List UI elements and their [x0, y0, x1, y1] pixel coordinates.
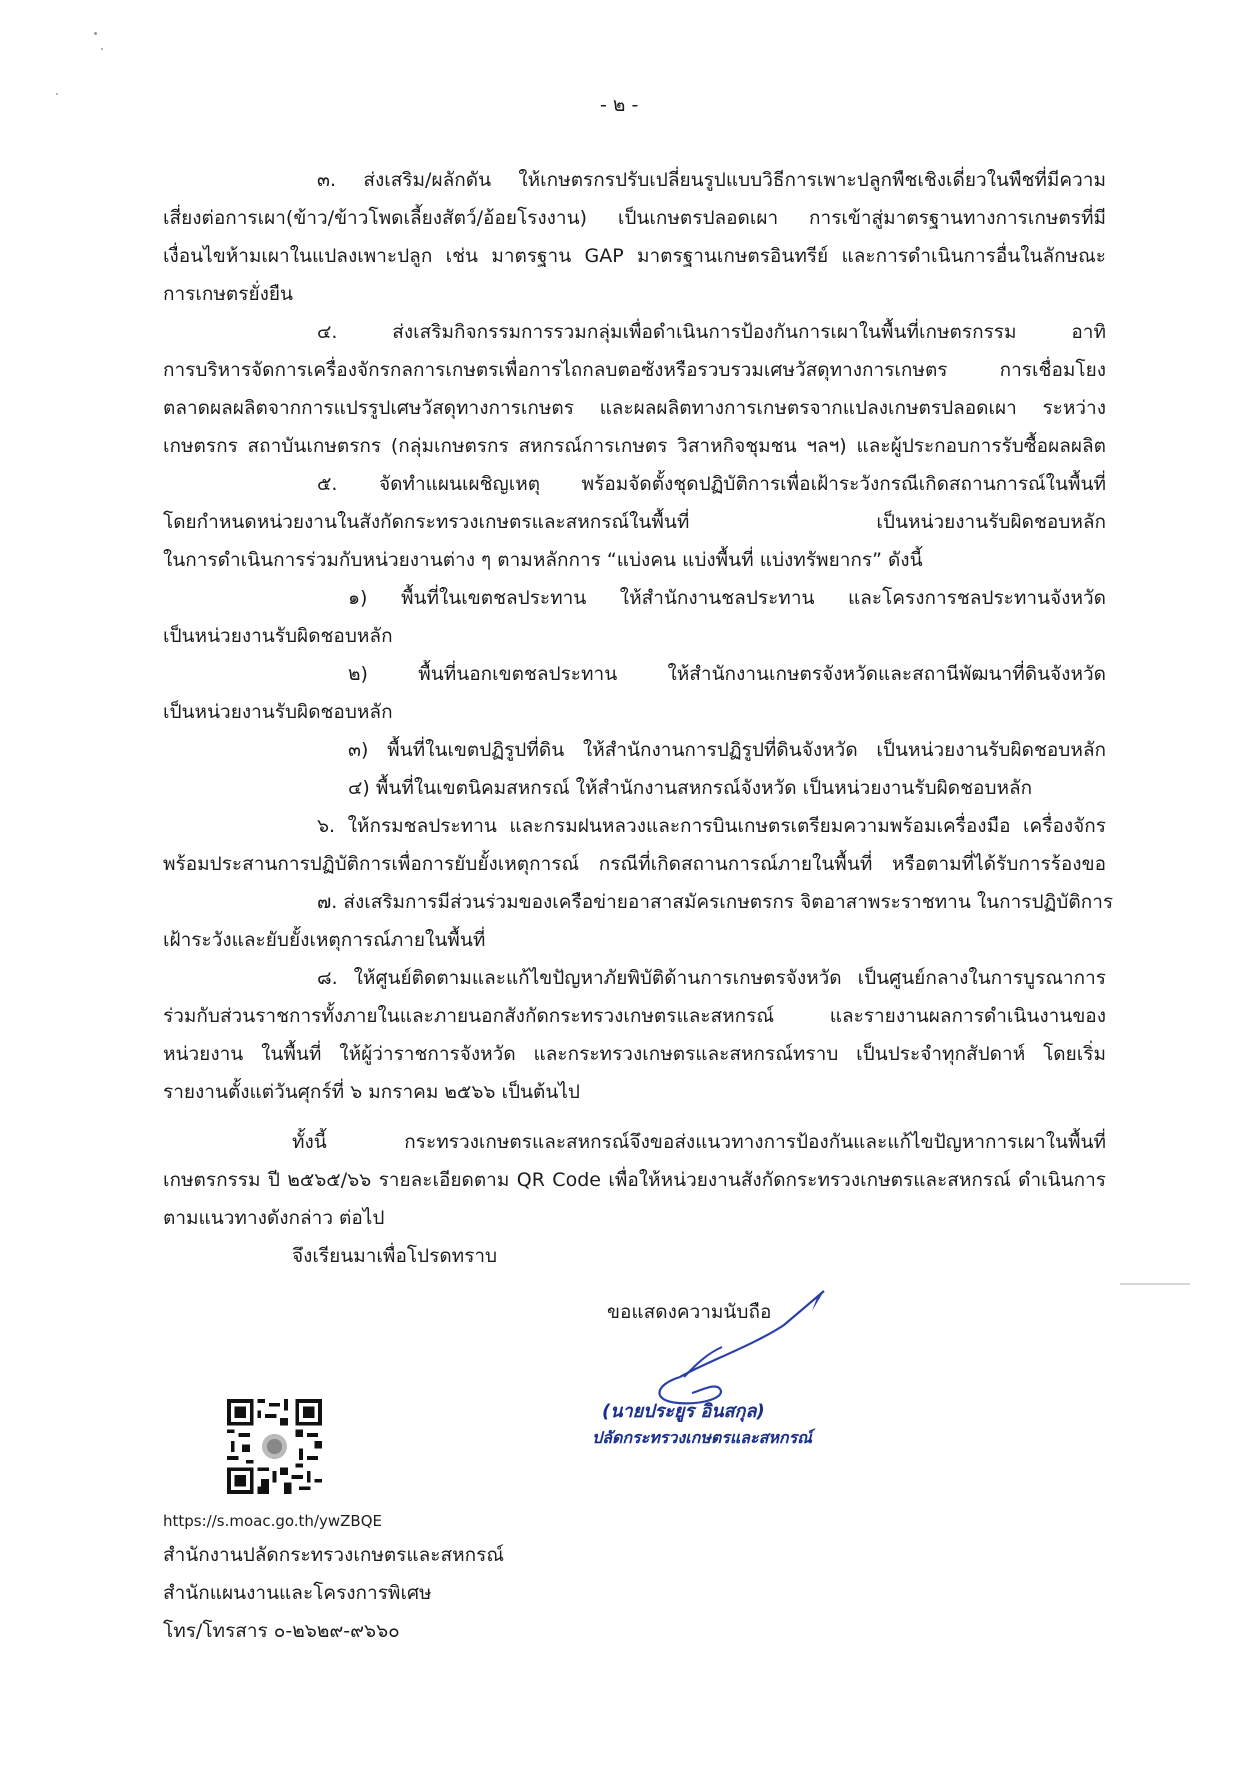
body-line: ๓. ส่งเสริม/ผลักดัน ให้เกษตรกรปรับเปลี่ยนรูปแบบวิธีการเพาะปลูกพืชเชิงเดี่ยวในพืชที่มีความ	[317, 169, 1106, 191]
signatory-name: (นายประยูร อินสกุล)	[602, 1401, 765, 1422]
body-line: ตลาดผลผลิตจากการแปรรูปเศษวัสดุทางการเกษตร และผลผลิตทางการเกษตรจากแปลงเกษตรปลอดเผา ระหว่าง	[163, 397, 1106, 419]
body-line: พร้อมประสานการปฏิบัติการเพื่อการยับยั้งเหตุการณ์ กรณีที่เกิดสถานการณ์ภายในพื้นที่ หรือตามที่ได้รับการร้องขอ	[163, 853, 1106, 875]
qr-url[interactable]: https://s.moac.go.th/ywZBQE	[163, 1512, 382, 1530]
body-line: ร่วมกับส่วนราชการทั้งภายในและภายนอกสังกัดกระทรวงเกษตรและสหกรณ์ และรายงานผลการดำเนินงานของ	[163, 1005, 1106, 1027]
body-line: ทั้งนี้ กระทรวงเกษตรและสหกรณ์จึงขอส่งแนวทางการป้องกันและแก้ไขปัญหาการเผาในพื้นที่	[292, 1131, 1106, 1153]
body-line: เกษตรกรรม ปี ๒๕๖๕/๖๖ รายละเอียดตาม QR Code เพื่อให้หน่วยงานสังกัดกระทรวงเกษตรและสหกรณ์ ดำเนินการ	[163, 1169, 1106, 1191]
footer-division: สำนักแผนงานและโครงการพิเศษ	[163, 1582, 432, 1604]
body-line: เฝ้าระวังและยับยั้งเหตุการณ์ภายในพื้นที่	[163, 929, 486, 951]
footer-phone: โทร/โทรสาร ๐-๒๖๒๙-๙๖๖๐	[163, 1620, 400, 1642]
closing-text: ขอแสดงความนับถือ	[607, 1301, 772, 1323]
body-line: การเกษตรยั่งยืน	[163, 283, 293, 305]
body-line: ๘. ให้ศูนย์ติดตามและแก้ไขปัญหาภัยพิบัติด้านการเกษตรจังหวัด เป็นศูนย์กลางในการบูรณาการ	[317, 967, 1106, 989]
body-line: หน่วยงาน ในพื้นที่ ให้ผู้ว่าราชการจังหวัด และกระทรวงเกษตรและสหกรณ์ทราบ เป็นประจำทุกสัปดาห์ โดยเริ่ม	[163, 1043, 1106, 1065]
body-line: ๖. ให้กรมชลประทาน และกรมฝนหลวงและการบินเกษตรเตรียมความพร้อมเครื่องมือ เครื่องจักร	[317, 815, 1106, 837]
body-line: ๔) พื้นที่ในเขตนิคมสหกรณ์ ให้สำนักงานสหกรณ์จังหวัด เป็นหน่วยงานรับผิดชอบหลัก	[348, 777, 1033, 799]
body-line: โดยกำหนดหน่วยงานในสังกัดกระทรวงเกษตรและสหกรณ์ในพื้นที่ เป็นหน่วยงานรับผิดชอบหลัก	[163, 511, 1106, 533]
page-number: - ๒ -	[600, 94, 639, 116]
qr-code-image[interactable]	[227, 1399, 322, 1494]
body-line: การบริหารจัดการเครื่องจักรกลการเกษตรเพื่อการไถกลบตอซังหรือรวบรวมเศษวัสดุทางการเกษตร การเชื่อมโยง	[163, 359, 1106, 381]
body-line: ๗. ส่งเสริมการมีส่วนร่วมของเครือข่ายอาสาสมัครเกษตรกร จิตอาสาพระราชทาน ในการปฏิบัติการ	[317, 891, 1114, 913]
salutation-line: จึงเรียนมาเพื่อโปรดทราบ	[292, 1245, 498, 1267]
body-line: ๒) พื้นที่นอกเขตชลประทาน ให้สำนักงานเกษตรจังหวัดและสถานีพัฒนาที่ดินจังหวัด	[348, 663, 1106, 685]
scan-mark	[1120, 1283, 1190, 1285]
footer-office: สำนักงานปลัดกระทรวงเกษตรและสหกรณ์	[163, 1544, 504, 1566]
body-line: เสี่ยงต่อการเผา(ข้าว/ข้าวโพดเลี้ยงสัตว์/อ้อยโรงงาน) เป็นเกษตรปลอดเผา การเข้าสู่มาตรฐานทางการเกษตรที่มี	[163, 207, 1106, 229]
signatory-title: ปลัดกระทรวงเกษตรและสหกรณ์	[592, 1428, 812, 1447]
body-line: เป็นหน่วยงานรับผิดชอบหลัก	[163, 625, 393, 647]
body-line: ในการดำเนินการร่วมกับหน่วยงานต่าง ๆ ตามหลักการ “แบ่งคน แบ่งพื้นที่ แบ่งทรัพยากร” ดังนี้	[163, 549, 923, 571]
scan-speck	[56, 93, 58, 95]
body-line: เกษตรกร สถาบันเกษตรกร (กลุ่มเกษตรกร สหกรณ์การเกษตร วิสาหกิจชุมชน ฯลฯ) และผู้ประกอบการรับซื้อผลผลิต	[163, 435, 1106, 457]
scan-speck	[101, 48, 103, 50]
body-line: ตามแนวทางดังกล่าว ต่อไป	[163, 1207, 385, 1229]
scan-speck	[94, 32, 97, 35]
body-line: ๔. ส่งเสริมกิจกรรมการรวมกลุ่มเพื่อดำเนินการป้องกันการเผาในพื้นที่เกษตรกรรม อาทิ	[317, 321, 1106, 343]
body-line: ๕. จัดทำแผนเผชิญเหตุ พร้อมจัดตั้งชุดปฏิบัติการเพื่อเฝ้าระวังกรณีเกิดสถานการณ์ในพื้นที่	[317, 473, 1106, 495]
body-line: ๓) พื้นที่ในเขตปฏิรูปที่ดิน ให้สำนักงานการปฏิรูปที่ดินจังหวัด เป็นหน่วยงานรับผิดชอบหลัก	[348, 739, 1106, 761]
handwritten-signature	[634, 1285, 834, 1405]
body-line: เป็นหน่วยงานรับผิดชอบหลัก	[163, 701, 393, 723]
body-line: ๑) พื้นที่ในเขตชลประทาน ให้สำนักงานชลประทาน และโครงการชลประทานจังหวัด	[348, 587, 1106, 609]
body-line: เงื่อนไขห้ามเผาในแปลงเพาะปลูก เช่น มาตรฐาน GAP มาตรฐานเกษตรอินทรีย์ และการดำเนินการอื่นในลักษณะ	[163, 245, 1106, 267]
body-line: รายงานตั้งแต่วันศุกร์ที่ ๖ มกราคม ๒๕๖๖ เป็นต้นไป	[163, 1081, 580, 1103]
